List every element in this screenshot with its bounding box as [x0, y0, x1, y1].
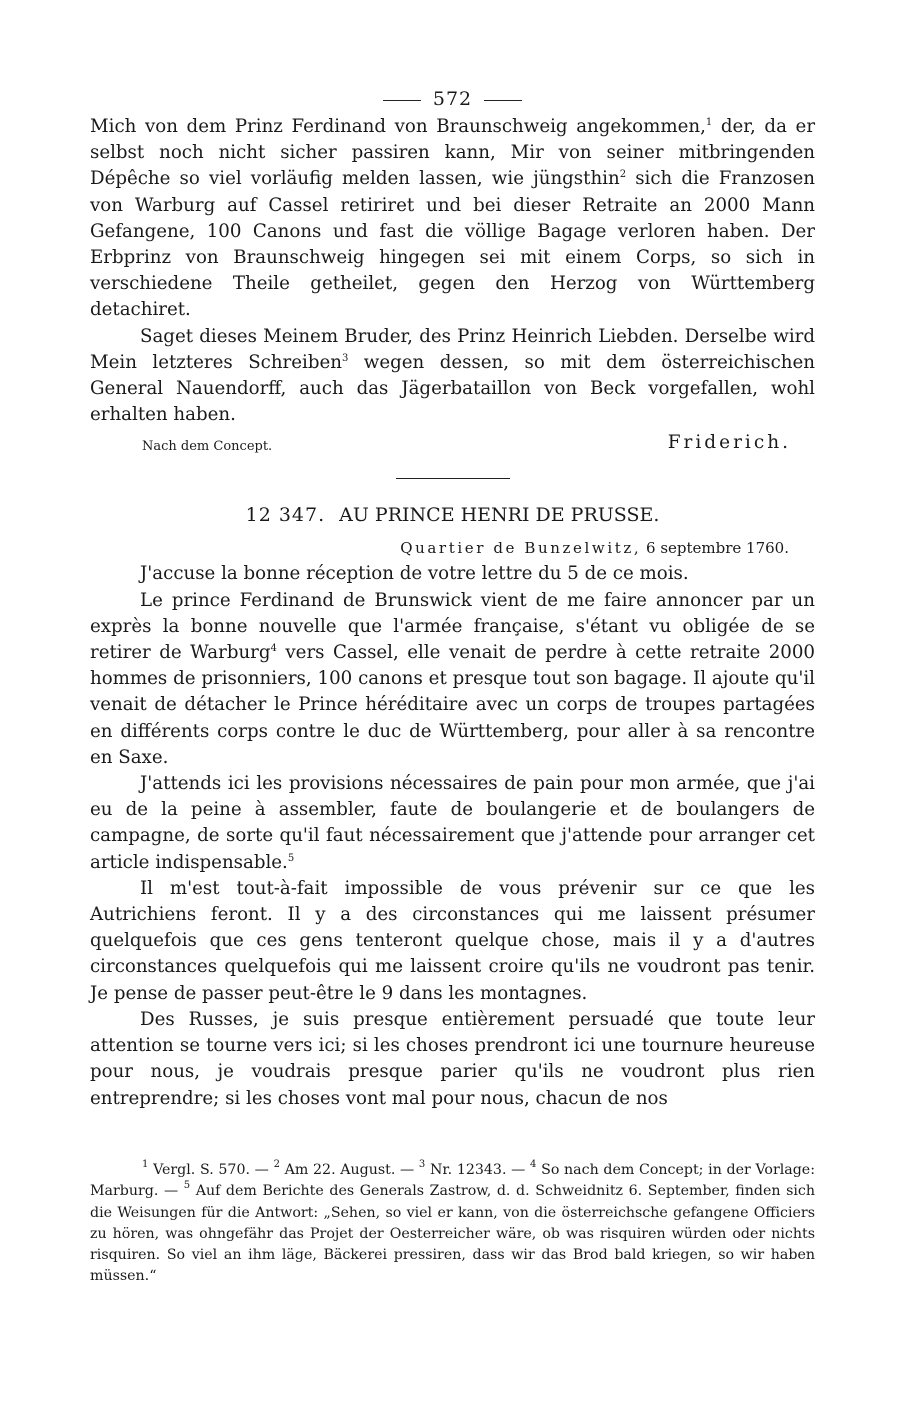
source-note: Nach dem Concept.	[142, 439, 273, 455]
letter-place-date	[90, 535, 815, 561]
signature-row	[90, 428, 815, 458]
signature: Friderich.	[667, 432, 791, 454]
footnote-marker: 3	[418, 1159, 426, 1170]
letter-paragraph-3: J'attends ici les provisions nécessaires de pain pour mon armée, que j'ai eu de la peine à assembler, faute de boulangerie et de boulangers de campagne, de sorte qu'il faut nécessairement que j'attende pour arranger cet article indispensable.$^5$	[90, 773, 815, 873]
footnote-marker: 5	[287, 852, 295, 864]
letter-date: 6 septembre 1760.	[646, 539, 789, 558]
footnote-marker: 4	[530, 1159, 537, 1170]
letter-paragraph-5: Des Russes, je suis presque entièrement persuadé que toute leur attention se tourne vers ici; si les choses prendront ici une tournure heureuse pour nous, je voudrais presque parier qu'ils ne voudront plus rien entreprendre; si les choses vont mal pour nous, chacun de nos	[90, 1008, 815, 1109]
book-page	[90, 84, 815, 1112]
letter-title: AU PRINCE HENRI DE PRUSSE.	[339, 504, 660, 527]
letter-paragraph-2: Le prince Ferdinand de Brunswick vient de me faire annoncer par un exprès la bonne nouvelle que l'armée française, s'étant vu obligée de se retirer de Warburg$^4$ vers Cassel, elle venait de perdre à cette retraite 2000 hommes de prisonniers, 100 canons et presque tout son bagage. Il ajoute qu'il venait de détacher le Prince héréditaire avec un corps de troupes partagées en différents corps contre le duc de Württemberg, pour aller à sa rencontre en Saxe.	[90, 589, 815, 768]
header-dash-left	[383, 100, 421, 101]
footnotes	[90, 1160, 815, 1288]
footnote-marker: 3	[341, 352, 349, 364]
paragraph-continuation: Mich von dem Prinz Ferdinand von Braunschweig angekommen,$^1$ der, da er selbst noch nicht sicher passiren kann, Mir von seiner mitbringenden Dépêche so viel vorläufig melden lassen, wie jüngsthin$^2$ sich die Franzosen von Warburg auf Cassel retiriret und bei dieser Retraite an 2000 Mann Gefangene, 100 Canons und fast die völlige Bagage verloren haben. Der Erbprinz von Braunschweig hingegen sei mit einem Corps, so sich in verschiedene Theile getheilet, gegen den Herzog von Württemberg detachiret.	[90, 116, 816, 321]
letter-place: Quartier de Bunzelwitz,	[400, 539, 642, 558]
paragraph-saget: Saget dieses Meinem Bruder, des Prinz Heinrich Liebden. Derselbe wird Mein letzteres Schreiben$^3$ wegen dessen, so mit dem österreichischen General Nauendorff, auch das Jägerbataillon von Beck vorgefallen, wohl erhalten haben.	[90, 325, 815, 426]
header-dash-right	[484, 100, 522, 101]
footnote-marker: 1	[705, 117, 713, 128]
footnote-marker: 2	[619, 169, 627, 181]
footnote-marker: 4	[270, 643, 277, 655]
footnote-marker: 2	[273, 1159, 280, 1170]
letter-paragraph-1: J'accuse la bonne réception de votre lettre du 5 de ce mois.	[140, 563, 689, 585]
letter-heading	[90, 501, 815, 529]
letter-number: 12 347.	[245, 504, 326, 527]
footnote-marker: 5	[183, 1180, 191, 1192]
footnotes-text: $^1$ Vergl. S. 570. — $^2$ Am 22. August. — $^3$ Nr. 12343. — $^4$ So nach dem Concept; in der Vorlage: Marburg. — $^5$ Auf dem Berichte des Generals Zastrow, d. d. Schweidnitz 6. September, finden sich die Weisungen für die Antwort: „Sehen, so viel er kann, von die österreichsche gefangene Officiers zu hören, was ohngefähr das Projet der Oesterreicher wäre, ob was risquiren würden oder nichts risquiren. So viel an ihm läge, Bäckerei pressiren, dass wir das Brod bald kriegen, so wir haben müssen.“	[90, 1159, 815, 1285]
page-number: 572	[432, 88, 473, 110]
footnote-marker: 1	[142, 1159, 149, 1170]
page-header	[90, 84, 815, 114]
letter-paragraph-4: Il m'est tout-à-fait impossible de vous prévenir sur ce que les Autrichiens feront. Il y a des circonstances qui me laissent présumer quelquefois que ces gens tenteront quelque chose, mais il y a d'autres circonstances quelquefois qui me laissent croire qu'ils ne voudront pas tenir. Je pense de passer peut-être le 9 dans les montagnes.	[90, 877, 815, 1004]
section-separator	[396, 478, 510, 479]
